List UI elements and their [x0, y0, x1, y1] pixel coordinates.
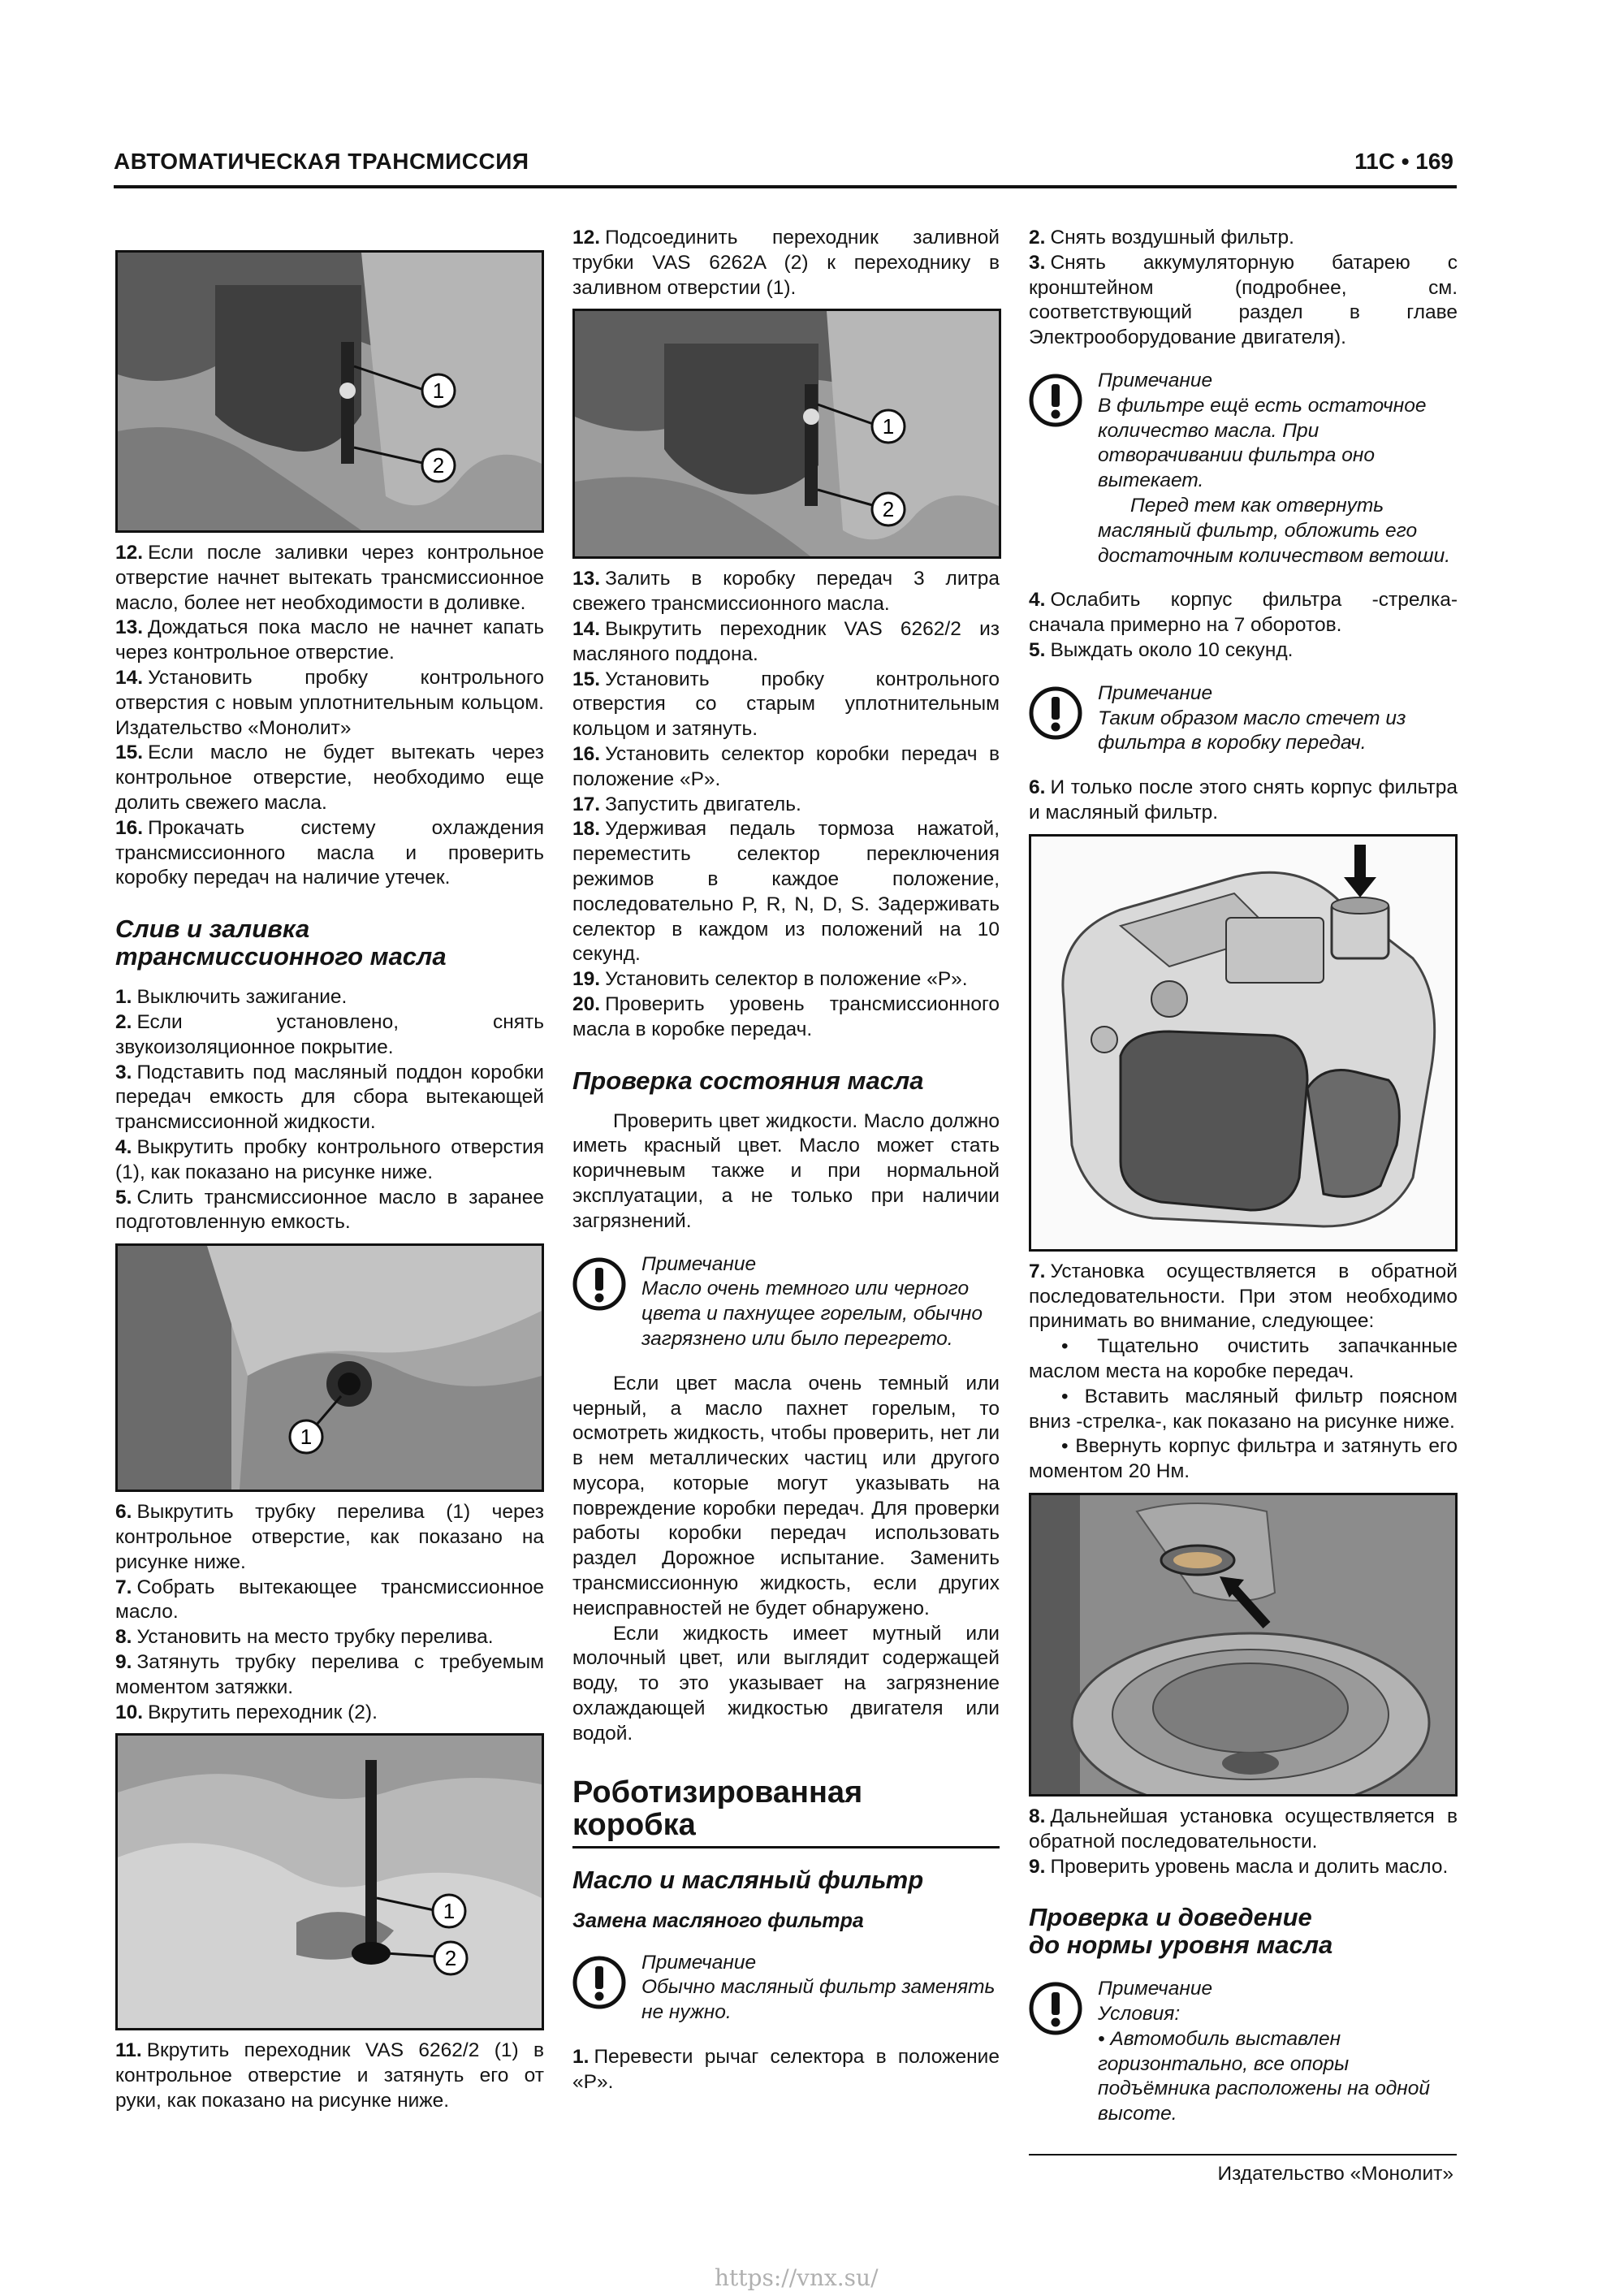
photo-filler-adapter [115, 250, 544, 533]
callout-1: 1 [432, 378, 445, 403]
step-1-drain: 1. Выключить зажигание. [115, 986, 348, 1009]
warning-icon [1029, 374, 1082, 427]
photo-fill-tube [572, 309, 1001, 559]
watermark-url: https://vnx.su/ [715, 2264, 879, 2291]
step-4-drain: 4. Выкрутить пробку контрольного отверстия (1), как показано на рисунке ниже. [115, 1135, 544, 1183]
step-10-drain: 10. Вкрутить переходник (2). [115, 1701, 378, 1723]
note-oil-drain: Примечание Таким образом масло стечет из фильтра в коробку передач. [1029, 681, 1458, 756]
bullet-clean: • Тщательно очистить запачканные маслом места на коробке передач. [1029, 1335, 1458, 1382]
photo-gearbox-filter [1029, 834, 1458, 1252]
step-6-filter: 6. И только после этого снять корпус фильтра и масляный фильтр. [1029, 776, 1458, 824]
page-number: 11C • 169 [1354, 149, 1453, 174]
header-divider [114, 185, 1457, 188]
callout-2: 2 [432, 453, 445, 478]
step-6-drain: 6. Выкрутить трубку перелива (1) через контрольное отверстие, как показано на рисунке ниже. [115, 1501, 544, 1573]
step-16-middle: 16. Установить селектор коробки передач в положение «P». [572, 742, 1000, 790]
step-7-drain: 7. Собрать вытекающее трансмиссионное масло. [115, 1576, 544, 1624]
warning-icon [572, 1956, 626, 2009]
step-20-middle: 20. Проверить уровень трансмиссионного масла в коробке передач. [572, 992, 1000, 1040]
note-conditions: Примечание Условия: • Автомобиль выставлен горизонтально, все опоры подъёмника расположены на одной высоте. [1029, 1977, 1458, 2127]
note-oil-color: Примечание Масло очень темного или черного цвета и пахнущее горелым, обычно загрязнено или было перегрето. [572, 1252, 1000, 1352]
step-13-left: 13. Дождаться пока масло не начнет капать через контрольное отверстие. [115, 616, 544, 664]
section-heading-robotized-gearbox: Роботизированная коробка [572, 1775, 863, 1842]
photo-adapter-vas [115, 1733, 544, 2030]
step-15-left: 15. Если масло не будет вытекать через контрольное отверстие, необходимо еще долить свежего масла. [115, 742, 544, 814]
step-3-filter: 3. Снять аккумуляторную батарею с кронштейном (подробнее, см. соответствующий раздел в главе Электрооборудование двигателя). [1029, 251, 1458, 349]
column-middle [572, 226, 1000, 2095]
step-8-drain: 8. Установить на место трубку перелива. [115, 1626, 494, 1649]
column-left [115, 226, 544, 2114]
section-heading-drain-fill: Слив и заливка трансмиссионного масла [115, 915, 447, 971]
footer-divider [1029, 2154, 1457, 2155]
step-5-drain: 5. Слить трансмиссионное масло в заранее подготовленную емкость. [115, 1186, 544, 1234]
warning-icon [1029, 686, 1082, 740]
step-12-middle: 12. Подсоединить переходник заливной трубки VAS 6262A (2) к переходнику в заливном отверстии (1). [572, 227, 1000, 299]
step-1-filter: 1. Перевести рычаг селектора в положение «P». [572, 2046, 1000, 2093]
step-14-left: 14. Установить пробку контрольного отверстия с новым уплотнительным кольцом. Издательство «Монолит» [115, 666, 544, 739]
bullet-insert-filter: • Вставить масляный фильтр поясном вниз -стрелка-, как показано на рисунке ниже. [1029, 1385, 1458, 1433]
warning-icon [572, 1257, 626, 1311]
bullet-tighten: • Ввернуть корпус фильтра и затянуть его моментом 20 Нм. [1029, 1435, 1458, 1483]
step-9-drain: 9. Затянуть трубку перелива с требуемым моментом затяжки. [115, 1650, 544, 1698]
section-heading-oil-level: Проверка и доведение до нормы уровня масла [1029, 1903, 1333, 1960]
subheading-filter-replacement: Замена масляного фильтра [572, 1909, 864, 1932]
oil-check-paragraph-3: Если жидкость имеет мутный или молочный цвет, или выглядит содержащей воду, то это указывает на загрязнение охлаждающей жидкостью двигателя или водой. [572, 1622, 1000, 1745]
callout-2: 2 [882, 497, 895, 522]
step-19-middle: 19. Установить селектор в положение «P». [572, 968, 968, 991]
step-2-filter: 2. Снять воздушный фильтр. [1029, 227, 1294, 249]
section-divider [572, 1846, 1000, 1848]
step-13-middle: 13. Залить в коробку передач 3 литра свежего трансмиссионного масла. [572, 568, 1000, 616]
note-residual-oil: Примечание В фильтре ещё есть остаточное количество масла. При отворачивании фильтра оно вытекает. Перед тем как отвернуть масляный фильтр, обложить его достаточным количеством ветоши. [1029, 369, 1458, 569]
page-header-title: АВТОМАТИЧЕСКАЯ ТРАНСМИССИЯ [114, 149, 529, 174]
column-right [1029, 226, 1458, 2147]
callout-1: 1 [443, 1899, 456, 1924]
step-12-left: 12. Если после заливки через контрольное отверстие начнет вытекать трансмиссионное масло, более нет необходимости в доливке. [115, 542, 544, 614]
oil-check-paragraph-2: Если цвет масла очень темный или черный, а масло пахнет горелым, то осмотреть жидкость, чтобы проверить, нет ли в нем металлических частиц или другого мусора, которые могут указывать на повреждение коробки передач. Для проверки работы коробки передач использовать раздел Дорожное испытание. Заменить трансмиссионную жидкость, если других неисправностей не будет обнаружено. [572, 1372, 1000, 1619]
warning-icon [1029, 1982, 1082, 2035]
callout-1: 1 [882, 414, 895, 439]
step-2-drain: 2. Если установлено, снять звукоизоляционное покрытие. [115, 1010, 544, 1058]
oil-check-paragraph-1: Проверить цвет жидкости. Масло должно иметь красный цвет. Масло может стать коричневым также и при нормальной эксплуатации, а не только при наличии загрязнений. [572, 1109, 1000, 1232]
photo-filter-housing [1029, 1493, 1458, 1797]
step-4-filter: 4. Ослабить корпус фильтра -стрелка- сначала примерно на 7 оборотов. [1029, 589, 1458, 637]
step-14-middle: 14. Выкрутить переходник VAS 6262/2 из масляного поддона. [572, 617, 1000, 665]
footer-publisher: Издательство «Монолит» [1217, 2163, 1453, 2185]
callout-1: 1 [300, 1425, 313, 1450]
step-16-left: 16. Прокачать систему охлаждения трансмиссионного масла и проверить коробку передач на наличие утечек. [115, 816, 544, 889]
photo-control-plug [115, 1243, 544, 1492]
step-8-filter: 8. Дальнейшая установка осуществляется в обратной последовательности. [1029, 1805, 1458, 1853]
note-filter-replacement: Примечание Обычно масляный фильтр заменять не нужно. [572, 1951, 1000, 2026]
step-15-middle: 15. Установить пробку контрольного отверстия со старым уплотнительным кольцом и затянуть. [572, 668, 1000, 741]
step-5-filter: 5. Выждать около 10 секунд. [1029, 638, 1294, 661]
section-heading-oil-filter: Масло и масляный фильтр [572, 1865, 924, 1894]
step-3-drain: 3. Подставить под масляный поддон коробки передач емкость для сбора вытекающей трансмиссионной жидкости. [115, 1061, 544, 1134]
step-11-drain: 11. Вкрутить переходник VAS 6262/2 (1) в контрольное отверстие и затянуть его от руки, как показано на рисунке ниже. [115, 2039, 544, 2112]
step-18-middle: 18. Удерживая педаль тормоза нажатой, переместить селектор переключения режимов в каждое положение, последовательно P, R, N, D, S. Задерживать селектор в каждом из положений на 10 секунд. [572, 818, 1000, 966]
step-17-middle: 17. Запустить двигатель. [572, 793, 801, 815]
step-7-filter: 7. Установка осуществляется в обратной последовательности. При этом необходимо принимать во внимание, следующее: [1029, 1260, 1458, 1333]
step-9-filter: 9. Проверить уровень масла и долить масло. [1029, 1855, 1449, 1878]
callout-2: 2 [444, 1946, 457, 1971]
section-heading-oil-check: Проверка состояния масла [572, 1066, 924, 1095]
